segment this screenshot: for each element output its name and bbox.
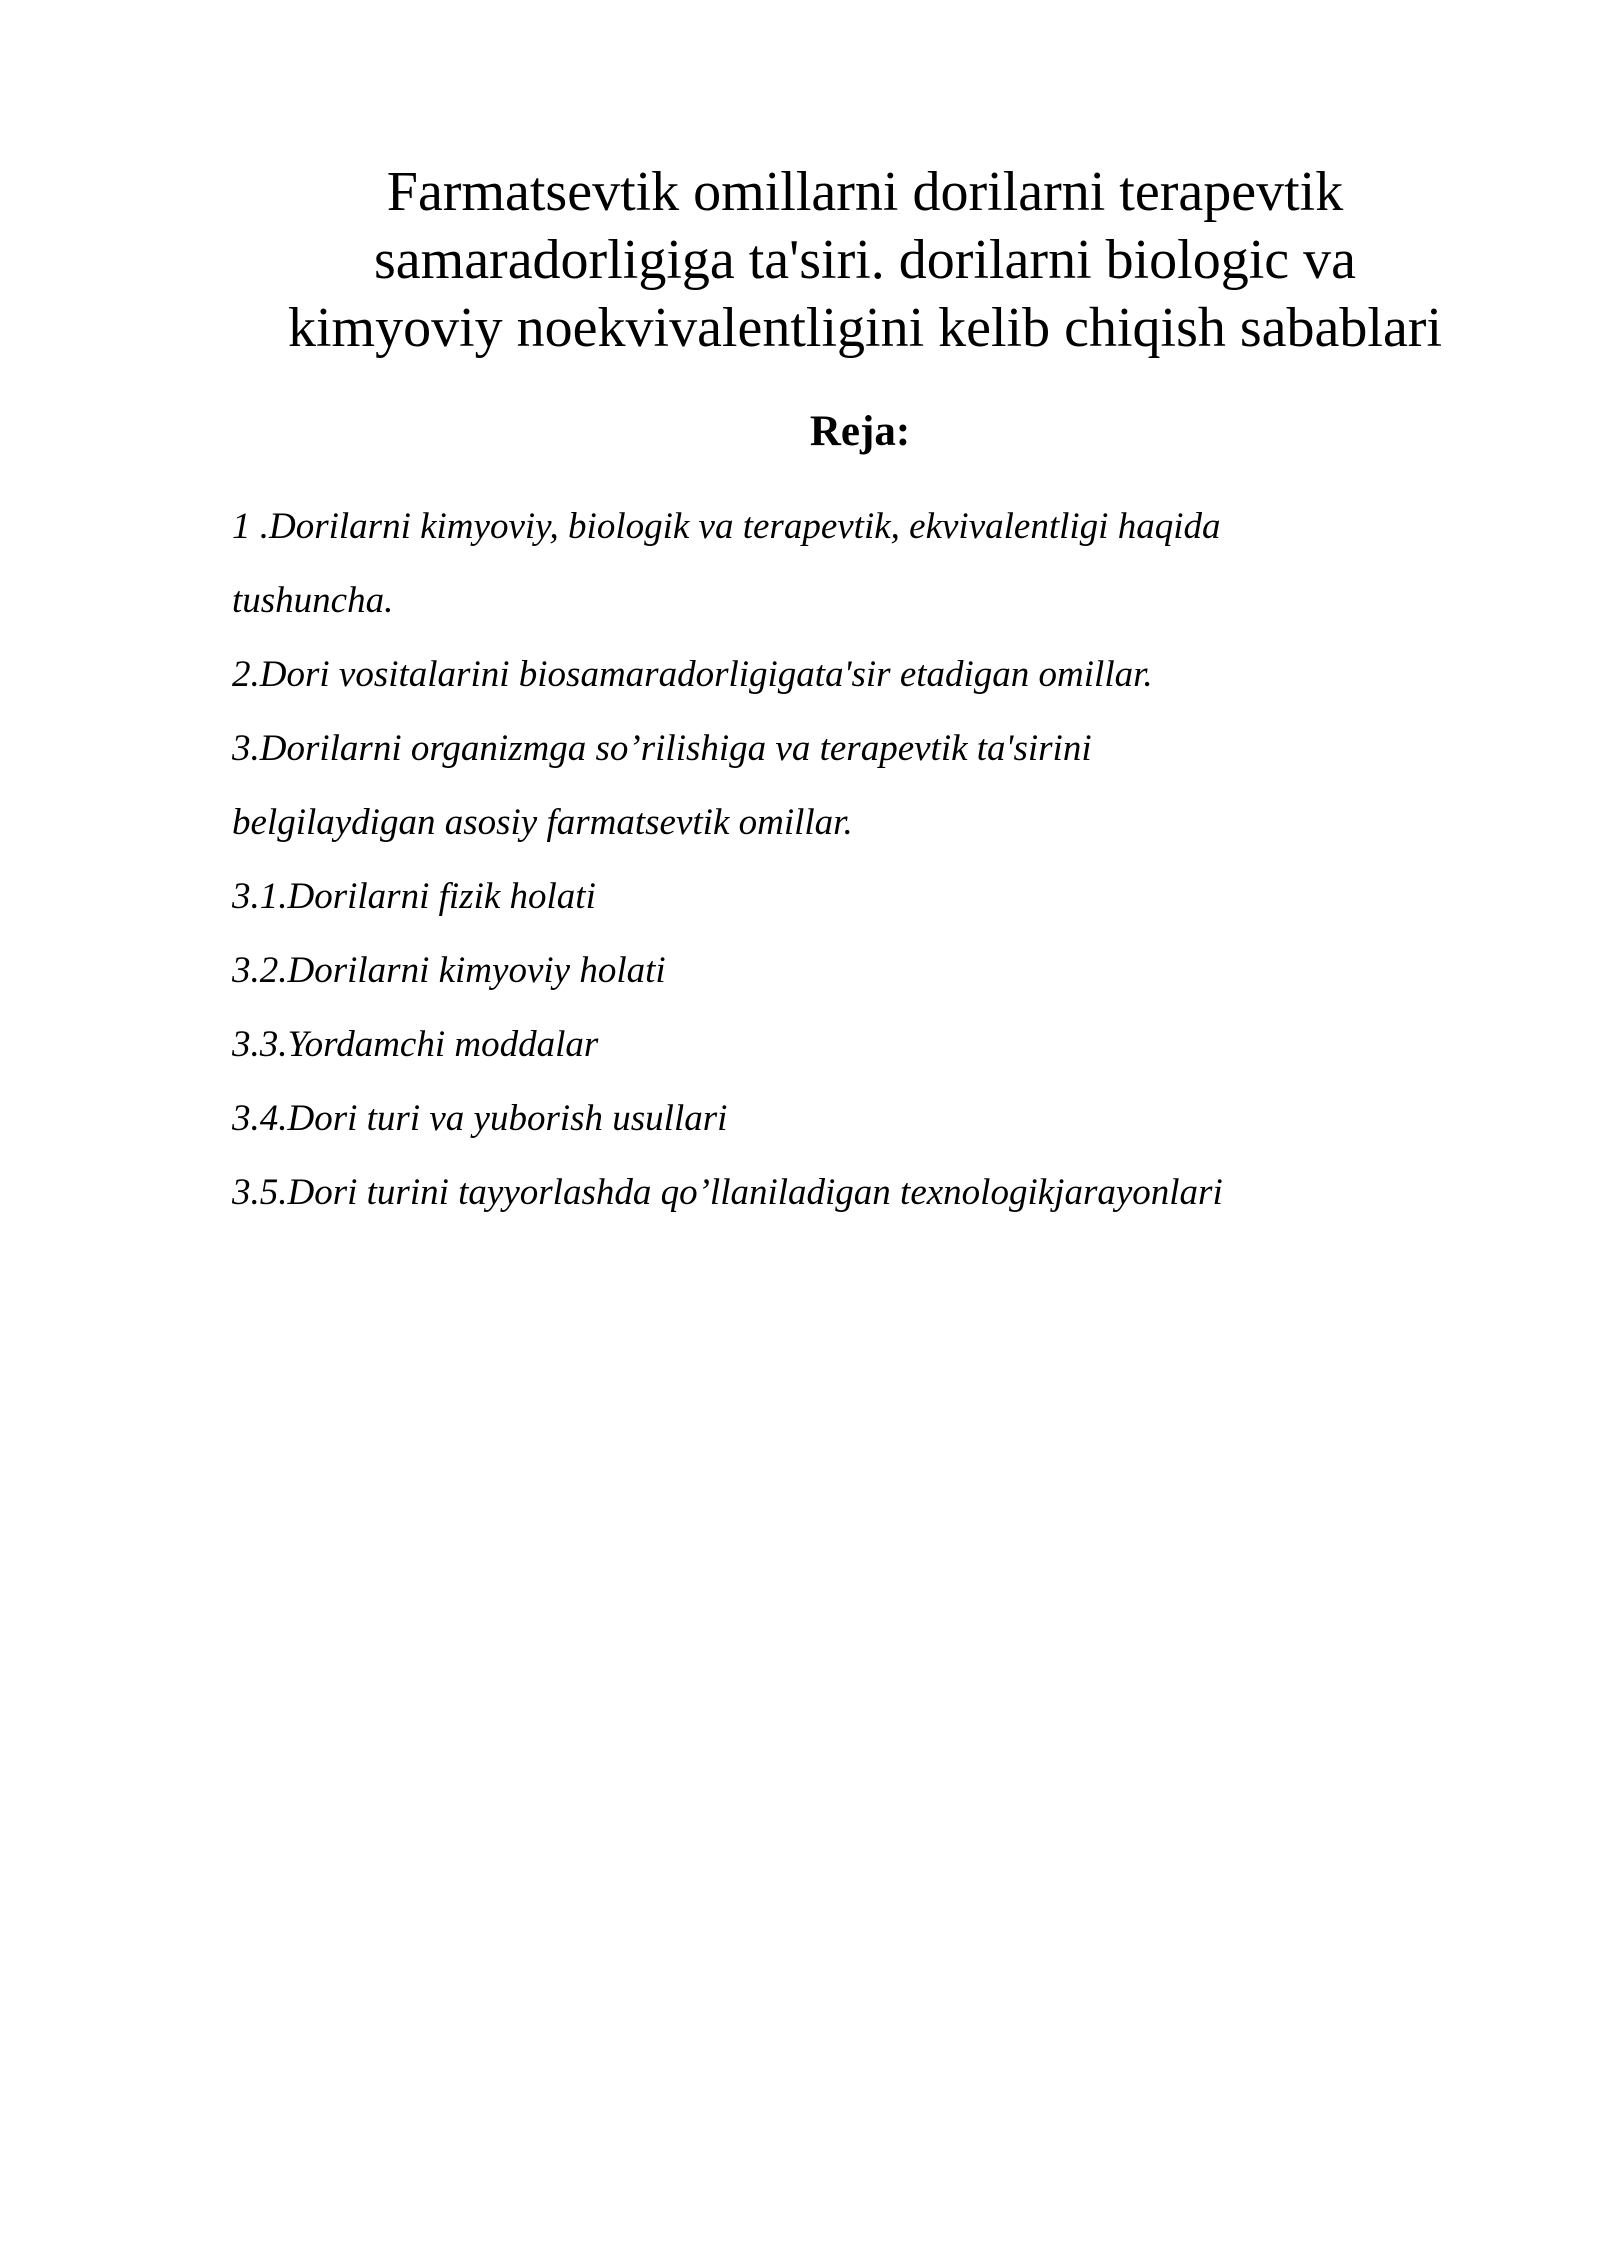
title-line: samaradorligiga ta'siri. dorilarni biologic va [373, 229, 1357, 291]
plan-line: 2.Dori vositalarini biosamaradorligigata'sir etadigan omillar. [232, 654, 1153, 695]
plan-line: 3.5.Dori turini tayyorlashda qo’llaniladigan texnologikjarayonlari [232, 1172, 1223, 1213]
plan-line: tushuncha. [232, 580, 394, 621]
plan-line: 3.Dorilarni organizmga so’rilishiga va terapevtik ta'sirini [232, 728, 1092, 769]
document-title [180, 158, 1550, 362]
plan-line: 1 .Dorilarni kimyoviy, biologik va terapevtik, ekvivalentligi haqida [232, 506, 1221, 547]
title-line: kimyoviy noekvivalentligini kelib chiqish sabablari [287, 297, 1442, 359]
title-line: Farmatsevtik omillarni dorilarni terapevtik [386, 161, 1344, 223]
plan-line: 3.1.Dorilarni fizik holati [232, 876, 596, 917]
plan-line: 3.3.Yordamchi moddalar [232, 1024, 599, 1065]
plan-line: 3.4.Dori turi va yuborish usullari [232, 1098, 728, 1139]
plan-line: belgilaydigan asosiy farmatsevtik omillar. [232, 802, 853, 843]
plan-line: 3.2.Dorilarni kimyoviy holati [232, 950, 666, 991]
plan-heading: Reja: [809, 408, 911, 455]
